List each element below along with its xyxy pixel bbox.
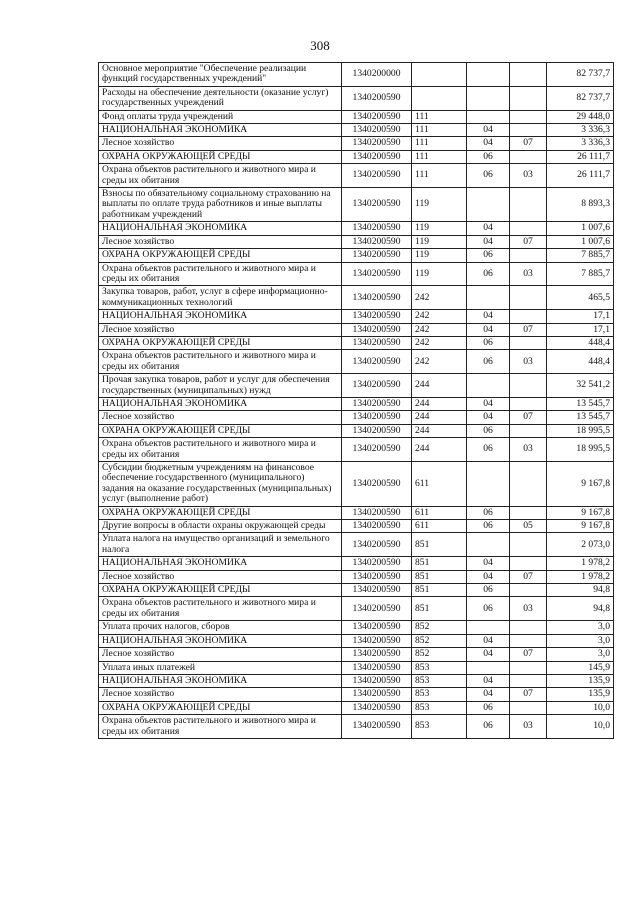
row-name-cell: Лесное хозяйство [99,411,342,424]
amount-cell: 3,0 [547,648,614,661]
target-code-cell: 1340200590 [342,262,412,286]
target-code-cell: 1340200590 [342,701,412,714]
expense-type-cell: 244 [412,397,467,410]
target-code-cell: 1340200590 [342,323,412,336]
section-cell: 04 [467,411,510,424]
amount-cell: 448,4 [547,350,614,374]
section-cell: 06 [467,424,510,437]
expense-type-cell: 242 [412,310,467,323]
target-code-cell: 1340200590 [342,533,412,557]
subsection-cell: 03 [510,350,547,374]
expense-type-cell: 851 [412,533,467,557]
table-row [99,438,614,462]
section-cell: 06 [467,520,510,533]
row-name-cell: Лесное хозяйство [99,323,342,336]
row-name-cell: Основное мероприятие "Обеспечение реализации функций государственных учреждений" [99,63,342,87]
subsection-cell: 03 [510,597,547,621]
target-code-cell: 1340200590 [342,110,412,123]
amount-cell: 17,1 [547,323,614,336]
section-cell [467,286,510,310]
expense-type-cell: 853 [412,661,467,674]
table-row [99,570,614,583]
section-cell: 04 [467,674,510,687]
subsection-cell: 07 [510,235,547,248]
row-name-cell: Закупка товаров, работ, услуг в сфере информационно-коммуникационных технологий [99,286,342,310]
amount-cell: 7 885,7 [547,249,614,262]
target-code-cell: 1340200590 [342,350,412,374]
section-cell: 04 [467,688,510,701]
section-cell: 04 [467,397,510,410]
expense-type-cell [412,86,467,110]
row-name-cell: Уплата прочих налогов, сборов [99,621,342,634]
section-cell: 06 [467,584,510,597]
subsection-cell [510,462,547,507]
subsection-cell [510,310,547,323]
subsection-cell [510,63,547,87]
subsection-cell [510,249,547,262]
table-row [99,262,614,286]
amount-cell: 9 167,8 [547,506,614,519]
table-row [99,520,614,533]
section-cell: 06 [467,506,510,519]
expense-type-cell: 119 [412,262,467,286]
subsection-cell [510,374,547,398]
amount-cell: 1 007,6 [547,235,614,248]
section-cell: 06 [467,715,510,739]
table-row [99,350,614,374]
expense-type-cell: 244 [412,411,467,424]
table-row [99,336,614,349]
target-code-cell: 1340200590 [342,424,412,437]
expense-type-cell: 853 [412,701,467,714]
subsection-cell: 07 [510,688,547,701]
target-code-cell: 1340200590 [342,462,412,507]
table-row [99,397,614,410]
table-row [99,533,614,557]
row-name-cell: НАЦИОНАЛЬНАЯ ЭКОНОМИКА [99,222,342,235]
subsection-cell [510,86,547,110]
section-cell: 04 [467,634,510,647]
subsection-cell [510,397,547,410]
target-code-cell: 1340200590 [342,249,412,262]
table-row [99,701,614,714]
amount-cell: 29 448,0 [547,110,614,123]
section-cell: 06 [467,350,510,374]
amount-cell: 9 167,8 [547,520,614,533]
amount-cell: 94,8 [547,597,614,621]
amount-cell: 13 545,7 [547,411,614,424]
subsection-cell [510,634,547,647]
row-name-cell: Другие вопросы в области охраны окружающей среды [99,520,342,533]
subsection-cell: 05 [510,520,547,533]
amount-cell: 1 978,2 [547,570,614,583]
table-row [99,621,614,634]
expense-type-cell: 851 [412,584,467,597]
target-code-cell: 1340200000 [342,63,412,87]
amount-cell: 26 111,7 [547,150,614,163]
expense-type-cell: 111 [412,164,467,188]
amount-cell: 18 995,5 [547,424,614,437]
target-code-cell: 1340200590 [342,597,412,621]
section-cell: 06 [467,336,510,349]
subsection-cell: 07 [510,570,547,583]
amount-cell: 1 007,6 [547,222,614,235]
row-name-cell: НАЦИОНАЛЬНАЯ ЭКОНОМИКА [99,634,342,647]
amount-cell: 13 545,7 [547,397,614,410]
row-name-cell: Охрана объектов растительного и животного мира и среды их обитания [99,350,342,374]
expense-type-cell: 242 [412,286,467,310]
subsection-cell: 03 [510,438,547,462]
section-cell [467,110,510,123]
expense-type-cell: 119 [412,235,467,248]
expense-type-cell: 111 [412,150,467,163]
target-code-cell: 1340200590 [342,570,412,583]
subsection-cell [510,701,547,714]
row-name-cell: Охрана объектов растительного и животного мира и среды их обитания [99,438,342,462]
target-code-cell: 1340200590 [342,164,412,188]
target-code-cell: 1340200590 [342,674,412,687]
target-code-cell: 1340200590 [342,634,412,647]
row-name-cell: ОХРАНА ОКРУЖАЮЩЕЙ СРЕДЫ [99,150,342,163]
row-name-cell: НАЦИОНАЛЬНАЯ ЭКОНОМИКА [99,124,342,137]
section-cell [467,374,510,398]
target-code-cell: 1340200590 [342,397,412,410]
expense-type-cell: 852 [412,634,467,647]
subsection-cell: 03 [510,262,547,286]
table-row [99,462,614,507]
row-name-cell: Лесное хозяйство [99,137,342,150]
section-cell [467,661,510,674]
target-code-cell: 1340200590 [342,688,412,701]
section-cell: 04 [467,222,510,235]
target-code-cell: 1340200590 [342,235,412,248]
amount-cell: 3,0 [547,621,614,634]
subsection-cell [510,584,547,597]
table-row [99,661,614,674]
amount-cell: 9 167,8 [547,462,614,507]
table-row [99,688,614,701]
amount-cell: 3,0 [547,634,614,647]
expense-type-cell: 242 [412,350,467,374]
table-row [99,137,614,150]
target-code-cell: 1340200590 [342,584,412,597]
subsection-cell [510,222,547,235]
table-row [99,124,614,137]
expense-type-cell: 244 [412,438,467,462]
section-cell: 04 [467,137,510,150]
row-name-cell: Взносы по обязательному социальному страхованию на выплаты по оплате труда работников и иные выплаты работникам учреждений [99,188,342,222]
section-cell: 06 [467,262,510,286]
table-row [99,411,614,424]
expense-type-cell: 242 [412,336,467,349]
amount-cell: 465,5 [547,286,614,310]
subsection-cell: 07 [510,323,547,336]
target-code-cell: 1340200590 [342,715,412,739]
expense-type-cell: 851 [412,557,467,570]
target-code-cell: 1340200590 [342,661,412,674]
amount-cell: 82 737,7 [547,86,614,110]
row-name-cell: ОХРАНА ОКРУЖАЮЩЕЙ СРЕДЫ [99,424,342,437]
table-row [99,634,614,647]
section-cell: 04 [467,557,510,570]
subsection-cell [510,188,547,222]
row-name-cell: Охрана объектов растительного и животного мира и среды их обитания [99,715,342,739]
table-row [99,249,614,262]
row-name-cell: НАЦИОНАЛЬНАЯ ЭКОНОМИКА [99,557,342,570]
subsection-cell [510,557,547,570]
subsection-cell [510,336,547,349]
subsection-cell [510,286,547,310]
page-number: 308 [310,38,330,53]
subsection-cell [510,674,547,687]
section-cell [467,188,510,222]
row-name-cell: Лесное хозяйство [99,570,342,583]
expense-type-cell: 119 [412,188,467,222]
row-name-cell: Лесное хозяйство [99,688,342,701]
section-cell: 06 [467,438,510,462]
table-row [99,597,614,621]
amount-cell: 32 541,2 [547,374,614,398]
table-row [99,86,614,110]
amount-cell: 135,9 [547,674,614,687]
section-cell [467,86,510,110]
amount-cell: 10,0 [547,715,614,739]
target-code-cell: 1340200590 [342,188,412,222]
target-code-cell: 1340200590 [342,86,412,110]
table-row [99,286,614,310]
subsection-cell: 03 [510,164,547,188]
subsection-cell: 07 [510,137,547,150]
row-name-cell: Уплата иных платежей [99,661,342,674]
row-name-cell: Лесное хозяйство [99,235,342,248]
amount-cell: 17,1 [547,310,614,323]
row-name-cell: НАЦИОНАЛЬНАЯ ЭКОНОМИКА [99,674,342,687]
expense-type-cell: 244 [412,374,467,398]
table-row [99,374,614,398]
expense-type-cell: 611 [412,462,467,507]
amount-cell: 1 978,2 [547,557,614,570]
subsection-cell [510,150,547,163]
subsection-cell [510,110,547,123]
table-row [99,164,614,188]
expense-type-cell: 111 [412,124,467,137]
section-cell: 06 [467,249,510,262]
target-code-cell: 1340200590 [342,137,412,150]
target-code-cell: 1340200590 [342,648,412,661]
subsection-cell [510,506,547,519]
table-row [99,557,614,570]
row-name-cell: Расходы на обеспечение деятельности (оказание услуг) государственных учреждений [99,86,342,110]
section-cell: 06 [467,150,510,163]
row-name-cell: Охрана объектов растительного и животного мира и среды их обитания [99,262,342,286]
expense-type-cell: 853 [412,688,467,701]
table-row [99,323,614,336]
target-code-cell: 1340200590 [342,374,412,398]
section-cell: 04 [467,124,510,137]
expense-type-cell: 111 [412,137,467,150]
amount-cell: 7 885,7 [547,262,614,286]
target-code-cell: 1340200590 [342,222,412,235]
row-name-cell: Субсидии бюджетным учреждениям на финансовое обеспечение государственного (муниципального) задания на оказание государственных (муниципальных) услуг (выполнение работ) [99,462,342,507]
section-cell: 04 [467,235,510,248]
subsection-cell [510,621,547,634]
expense-type-cell: 611 [412,506,467,519]
expense-type-cell: 853 [412,674,467,687]
amount-cell: 94,8 [547,584,614,597]
section-cell: 04 [467,323,510,336]
expense-type-cell: 851 [412,570,467,583]
table-row [99,310,614,323]
amount-cell: 2 073,0 [547,533,614,557]
row-name-cell: ОХРАНА ОКРУЖАЮЩЕЙ СРЕДЫ [99,249,342,262]
amount-cell: 3 336,3 [547,137,614,150]
section-cell: 04 [467,570,510,583]
subsection-cell: 03 [510,715,547,739]
amount-cell: 26 111,7 [547,164,614,188]
row-name-cell: ОХРАНА ОКРУЖАЮЩЕЙ СРЕДЫ [99,701,342,714]
table-row [99,188,614,222]
expense-type-cell: 119 [412,222,467,235]
row-name-cell: Охрана объектов растительного и животного мира и среды их обитания [99,597,342,621]
section-cell [467,533,510,557]
section-cell: 06 [467,164,510,188]
subsection-cell [510,124,547,137]
expense-type-cell: 111 [412,110,467,123]
expense-type-cell: 852 [412,621,467,634]
amount-cell: 145,9 [547,661,614,674]
amount-cell: 135,9 [547,688,614,701]
row-name-cell: Уплата налога на имущество организаций и земельного налога [99,533,342,557]
section-cell: 04 [467,648,510,661]
expense-type-cell: 119 [412,249,467,262]
table-body [99,63,614,739]
expense-type-cell: 242 [412,323,467,336]
row-name-cell: ОХРАНА ОКРУЖАЮЩЕЙ СРЕДЫ [99,336,342,349]
target-code-cell: 1340200590 [342,438,412,462]
expense-type-cell: 611 [412,520,467,533]
table-row [99,150,614,163]
table-row [99,584,614,597]
amount-cell: 10,0 [547,701,614,714]
expense-type-cell: 852 [412,648,467,661]
target-code-cell: 1340200590 [342,520,412,533]
section-cell: 04 [467,310,510,323]
expense-type-cell: 853 [412,715,467,739]
target-code-cell: 1340200590 [342,286,412,310]
section-cell: 06 [467,701,510,714]
subsection-cell [510,424,547,437]
budget-table [98,62,614,739]
table-row [99,110,614,123]
row-name-cell: НАЦИОНАЛЬНАЯ ЭКОНОМИКА [99,397,342,410]
amount-cell: 18 995,5 [547,438,614,462]
subsection-cell: 07 [510,411,547,424]
amount-cell: 3 336,3 [547,124,614,137]
row-name-cell: ОХРАНА ОКРУЖАЮЩЕЙ СРЕДЫ [99,506,342,519]
subsection-cell [510,533,547,557]
table-row [99,648,614,661]
target-code-cell: 1340200590 [342,411,412,424]
row-name-cell: Охрана объектов растительного и животного мира и среды их обитания [99,164,342,188]
amount-cell: 82 737,7 [547,63,614,87]
target-code-cell: 1340200590 [342,150,412,163]
subsection-cell [510,661,547,674]
table-row [99,222,614,235]
section-cell [467,621,510,634]
target-code-cell: 1340200590 [342,621,412,634]
amount-cell: 8 893,3 [547,188,614,222]
row-name-cell: Фонд оплаты труда учреждений [99,110,342,123]
table-row [99,715,614,739]
target-code-cell: 1340200590 [342,310,412,323]
amount-cell: 448,4 [547,336,614,349]
row-name-cell: НАЦИОНАЛЬНАЯ ЭКОНОМИКА [99,310,342,323]
subsection-cell: 07 [510,648,547,661]
table-row [99,63,614,87]
section-cell [467,462,510,507]
row-name-cell: Лесное хозяйство [99,648,342,661]
expense-type-cell: 851 [412,597,467,621]
target-code-cell: 1340200590 [342,124,412,137]
expense-type-cell [412,63,467,87]
target-code-cell: 1340200590 [342,336,412,349]
table-row [99,424,614,437]
target-code-cell: 1340200590 [342,506,412,519]
section-cell [467,63,510,87]
table-row [99,235,614,248]
target-code-cell: 1340200590 [342,557,412,570]
row-name-cell: ОХРАНА ОКРУЖАЮЩЕЙ СРЕДЫ [99,584,342,597]
table-row [99,674,614,687]
row-name-cell: Прочая закупка товаров, работ и услуг для обеспечения государственных (муниципальных) нужд [99,374,342,398]
section-cell: 06 [467,597,510,621]
expense-type-cell: 244 [412,424,467,437]
table-row [99,506,614,519]
